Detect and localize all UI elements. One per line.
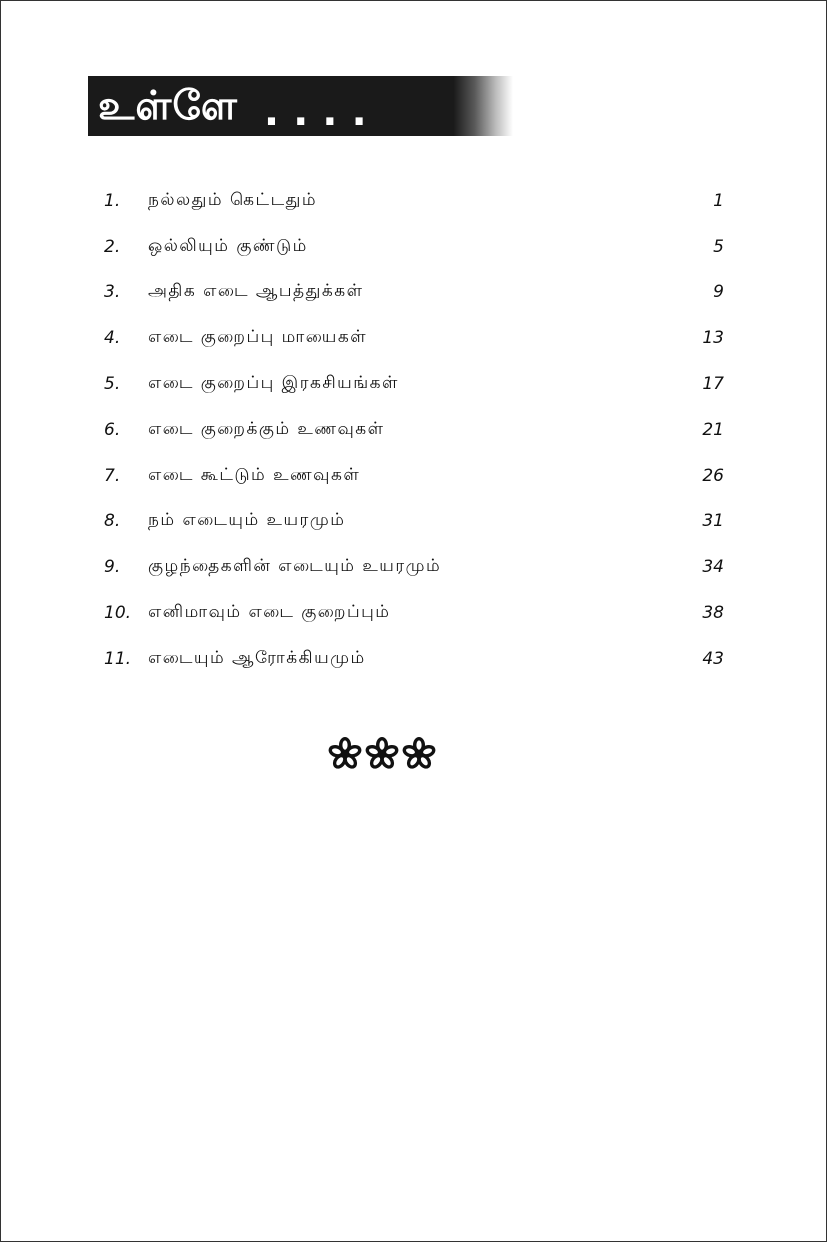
toc-entry-number: 5. (104, 374, 121, 395)
toc-entry[interactable] (104, 224, 724, 270)
toc-entry[interactable] (104, 361, 724, 407)
toc-entry[interactable] (104, 544, 724, 590)
toc-entry-number: 4. (104, 328, 121, 349)
toc-entry-page: 38 (702, 603, 724, 624)
toc-entry[interactable] (104, 407, 724, 453)
toc-entry-title: எடை குறைக்கும் உணவுகள் (148, 418, 385, 439)
toc-entry-title: எடை குறைப்பு இரகசியங்கள் (148, 373, 399, 394)
toc-entry-number: 3. (104, 282, 121, 303)
table-of-contents (104, 178, 724, 682)
toc-entry-number: 1. (104, 190, 121, 211)
toc-entry[interactable] (104, 270, 724, 316)
title-dots: .... (263, 89, 381, 135)
toc-entry[interactable] (104, 453, 724, 499)
toc-entry-number: 7. (104, 465, 121, 486)
page-title: உள்ளே (98, 83, 238, 129)
toc-entry-number: 8. (104, 511, 121, 532)
toc-entry[interactable] (104, 590, 724, 636)
toc-entry-number: 6. (104, 419, 121, 440)
toc-entry-page: 5 (713, 236, 724, 257)
toc-entry[interactable] (104, 315, 724, 361)
toc-entry[interactable] (104, 499, 724, 545)
flower-ornament-icon (326, 735, 438, 773)
toc-entry-title: நம் எடையும் உயரமும் (148, 510, 346, 531)
toc-entry-title: எடையும் ஆரோக்கியமும் (148, 647, 366, 668)
toc-entry-title: நல்லதும் கெட்டதும் (148, 189, 318, 210)
toc-entry-title: எடை குறைப்பு மாயைகள் (148, 327, 368, 348)
toc-entry-page: 17 (702, 374, 724, 395)
toc-entry-page: 31 (702, 511, 724, 532)
toc-entry-number: 9. (104, 557, 121, 578)
toc-entry-page: 13 (702, 328, 724, 349)
toc-entry-page: 34 (702, 557, 724, 578)
title-banner (88, 76, 513, 136)
toc-entry-number: 2. (104, 236, 121, 257)
toc-entry-title: குழந்தைகளின் எடையும் உயரமும் (148, 556, 442, 577)
toc-entry[interactable] (104, 178, 724, 224)
toc-entry-page: 1 (713, 190, 724, 211)
toc-entry-title: ஒல்லியும் குண்டும் (148, 235, 308, 256)
toc-entry-page: 21 (702, 419, 724, 440)
toc-entry-number: 11. (104, 648, 132, 669)
toc-entry-page: 26 (702, 465, 724, 486)
toc-entry-title: எடை கூட்டும் உணவுகள் (148, 464, 361, 485)
toc-entry[interactable] (104, 636, 724, 682)
toc-entry-title: அதிக எடை ஆபத்துக்கள் (148, 281, 364, 302)
toc-entry-title: எனிமாவும் எடை குறைப்பும் (148, 602, 391, 623)
toc-entry-number: 10. (104, 603, 132, 624)
toc-entry-page: 9 (713, 282, 724, 303)
toc-entry-page: 43 (702, 648, 724, 669)
